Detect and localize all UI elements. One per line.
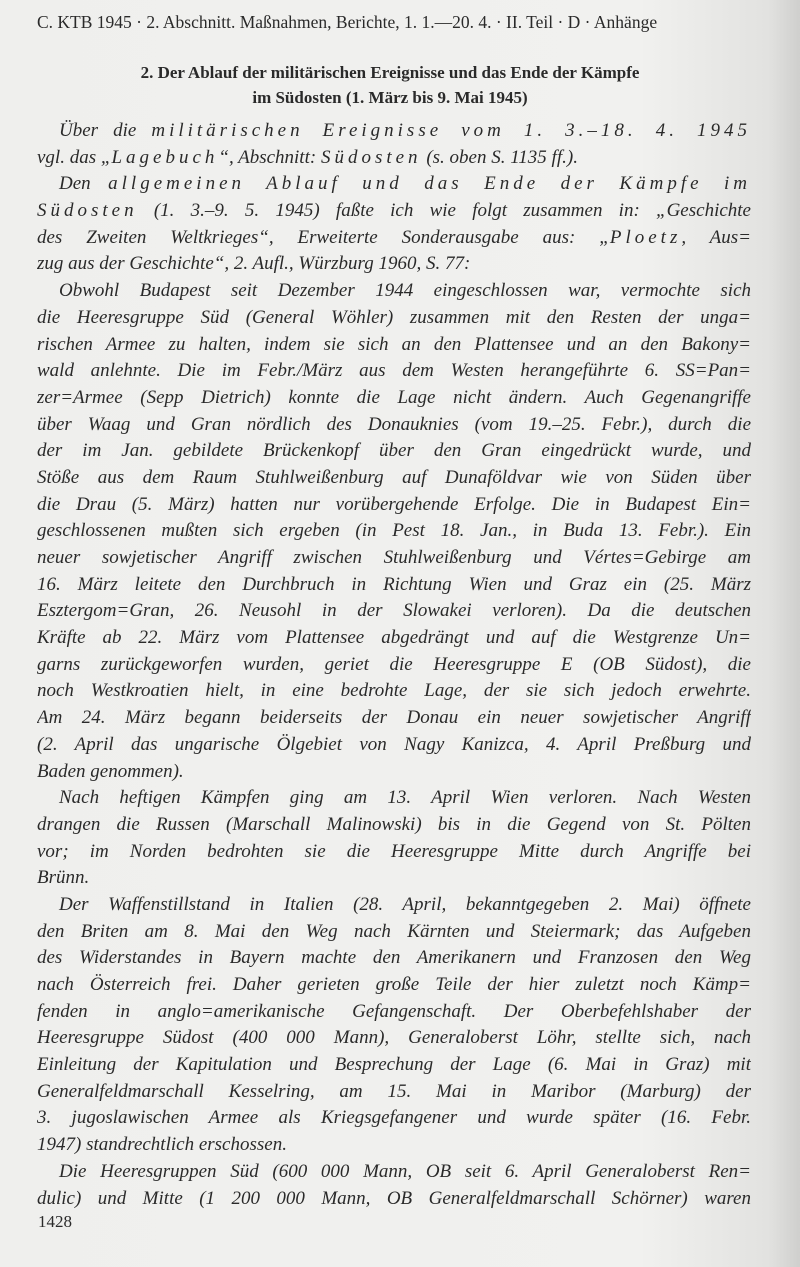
text-segment: Heeresgruppe Südost (400 000 Mann), Generaloberst Löhr, stellte sich, nach	[37, 1027, 751, 1049]
text-segment: Stöße aus dem Raum Stuhlweißenburg auf Dunaföldvar wie von Süden über	[37, 466, 751, 488]
section-title-line: im Südosten (1. März bis 9. Mai 1945)	[252, 88, 528, 107]
text-segment: Kräfte ab 22. März vom Plattensee abgedrängt und auf die Westgrenze Un=	[37, 627, 751, 649]
text-line	[37, 732, 751, 759]
text-segment: wald anlehnte. Die im Febr./März aus dem Westen herangeführte 6. SS=Pan=	[37, 360, 751, 382]
text-line	[37, 945, 751, 972]
spaced-emphasis-text: militärischen Ereignisse vom	[151, 120, 505, 141]
text-line	[37, 278, 751, 305]
text-line	[37, 785, 751, 812]
text-line	[37, 492, 751, 519]
text-segment: noch Westkroatien hielt, in eine bedrohte Lage, der sie sich jedoch erwehrte.	[37, 680, 751, 702]
text-segment: Generalfeldmarschall Kesselring, am 15. Mai in Maribor (Marburg) der	[37, 1080, 751, 1102]
text-segment: zug aus der Geschichte“, 2. Aufl., Würzburg 1960, S. 77:	[37, 253, 471, 275]
text-line	[37, 545, 751, 572]
text-line	[37, 332, 751, 359]
text-segment: Der Waffenstillstand in Italien (28. April, bekanntgegeben 2. Mai) öffnete	[59, 893, 751, 915]
text-line	[37, 171, 751, 198]
text-line	[37, 118, 751, 145]
text-line	[37, 412, 751, 439]
text-segment: Über die	[59, 120, 152, 141]
text-line	[37, 865, 751, 892]
text-line	[37, 1079, 751, 1106]
text-line	[37, 251, 751, 278]
text-segment: des Zweiten Weltkrieges“, Erweiterte Sonderausgabe aus: „	[37, 226, 610, 248]
text-line	[37, 598, 751, 625]
text-segment: , Aus=	[681, 226, 751, 248]
text-line	[37, 198, 751, 225]
text-segment: nach Österreich frei. Daher gerieten große Teile der hier zuletzt noch Kämp=	[37, 974, 751, 995]
body-text	[37, 118, 751, 1212]
text-segment: vor; im Norden bedrohten sie die Heeresgruppe Mitte durch Angriffe bei	[37, 840, 751, 862]
spaced-emphasis-text: Südosten	[37, 200, 138, 222]
text-line	[37, 1025, 751, 1052]
text-segment: neuer sowjetischer Angriff zwischen Stuhlweißenburg und Vértes=Gebirge am	[37, 547, 751, 568]
text-line	[37, 919, 751, 946]
text-line	[37, 678, 751, 705]
text-segment: Baden genommen).	[37, 760, 184, 782]
text-segment: des Widerstandes in Bayern machte den Amerikanern und Franzosen den Weg	[37, 947, 751, 969]
text-line	[37, 1132, 751, 1159]
text-segment: geschlossenen mußten sich ergeben (in Pest 18. Jan., in Buda 13. Febr.). Ein	[37, 520, 751, 542]
text-segment: die Heeresgruppe Süd (General Wöhler) zusammen mit den Resten der unga=	[37, 306, 751, 328]
text-segment: rischen Armee zu halten, indem sie sich an den Plattensee und an den Bakony=	[37, 333, 751, 355]
spaced-emphasis-text: Südosten	[320, 146, 422, 168]
text-line	[37, 385, 751, 412]
text-line	[37, 438, 751, 465]
text-segment: Brünn.	[37, 867, 90, 889]
text-segment: 3. jugoslawischen Armee als Kriegsgefangener und wurde später (16. Febr.	[37, 1107, 751, 1129]
text-segment: der im Jan. gebildete Brückenkopf über den Gran eingedrückt wurde, und	[37, 440, 751, 462]
text-line	[37, 999, 751, 1026]
text-segment: den Briten am 8. Mai den Weg nach Kärnten und Steiermark; das Aufgeben	[37, 920, 751, 942]
text-line	[37, 812, 751, 839]
text-segment: (s. oben S. 1135 ff.).	[421, 146, 578, 168]
text-segment: Die Heeresgruppen Süd (600 000 Mann, OB seit 6. April Generaloberst Ren=	[59, 1160, 751, 1182]
text-segment: drangen die Russen (Marschall Malinowski) bis in die Gegend von St. Pölten	[37, 813, 751, 835]
text-segment: vgl. das „	[37, 146, 112, 168]
text-segment: fenden in anglo=amerikanische Gefangenschaft. Der Oberbefehlshaber der	[37, 1000, 751, 1022]
page-number: 1428	[38, 1212, 72, 1231]
text-line	[37, 572, 751, 599]
text-line	[37, 759, 751, 786]
text-segment: Den	[59, 173, 109, 195]
text-line	[37, 305, 751, 332]
text-segment: Nach heftigen Kämpfen ging am 13. April Wien verloren. Nach Westen	[59, 787, 751, 809]
text-segment: Am 24. März begann beiderseits der Donau ein neuer sowjetischer Angriff	[37, 707, 751, 729]
text-line	[37, 705, 751, 732]
text-line	[37, 972, 751, 999]
text-segment: Esztergom=Gran, 26. Neusohl in der Slowakei verloren). Da die deutschen	[37, 600, 751, 622]
section-title	[60, 60, 720, 110]
text-line	[37, 358, 751, 385]
text-line	[37, 1186, 751, 1213]
text-segment: die Drau (5. März) hatten nur vorübergehende Erfolge. Die in Budapest Ein=	[37, 493, 751, 515]
text-line	[37, 225, 751, 252]
text-segment: garns zurückgeworfen wurden, geriet die Heeresgruppe E (OB Südost), die	[37, 653, 751, 675]
text-line	[37, 892, 751, 919]
text-line	[37, 1159, 751, 1186]
text-segment: (1. 3.–9. 5. 1945) faßte ich wie folgt zusammen in: „Geschichte	[137, 200, 751, 222]
text-segment: 1947) standrechtlich erschossen.	[37, 1134, 287, 1156]
text-segment: “, Abschnitt:	[218, 146, 321, 168]
text-segment: dulic) und Mitte (1 200 000 Mann, OB Generalfeldmarschall Schörner) waren	[37, 1187, 751, 1209]
text-line	[37, 465, 751, 492]
text-line	[37, 839, 751, 866]
text-line	[37, 1052, 751, 1079]
text-segment: (2. April das ungarische Ölgebiet von Nagy Kanizca, 4. April Preßburg und	[37, 733, 751, 755]
spaced-emphasis-text: 1. 3.–18. 4. 1945	[504, 120, 751, 141]
text-segment: über Waag und Gran nördlich des Donauknies (vom 19.–25. Febr.), durch die	[37, 413, 751, 435]
text-segment: zer=Armee (Sepp Dietrich) konnte die Lage nicht ändern. Auch Gegenangriffe	[37, 386, 751, 408]
section-title-line: 2. Der Ablauf der militärischen Ereignisse und das Ende der Kämpfe	[140, 63, 640, 82]
text-line	[37, 1105, 751, 1132]
text-line	[37, 518, 751, 545]
spaced-emphasis-text: Ploetz	[609, 226, 682, 248]
text-line	[37, 625, 751, 652]
spaced-emphasis-text: Lagebuch	[111, 146, 219, 168]
running-header: C. KTB 1945 · 2. Abschnitt. Maßnahmen, Berichte, 1. 1.—20. 4. · II. Teil · D · Anhänge	[37, 12, 658, 32]
text-segment: Einleitung der Kapitulation und Besprechung der Lage (6. Mai in Graz) mit	[37, 1054, 751, 1076]
text-segment: Obwohl Budapest seit Dezember 1944 eingeschlossen war, vermochte sich	[59, 280, 751, 302]
spaced-emphasis-text: allgemeinen Ablauf und das Ende der Kämpfe im	[108, 173, 751, 195]
text-segment: 16. März leitete den Durchbruch in Richtung Wien und Graz ein (25. März	[37, 573, 751, 595]
text-line	[37, 652, 751, 679]
text-line	[37, 145, 751, 172]
